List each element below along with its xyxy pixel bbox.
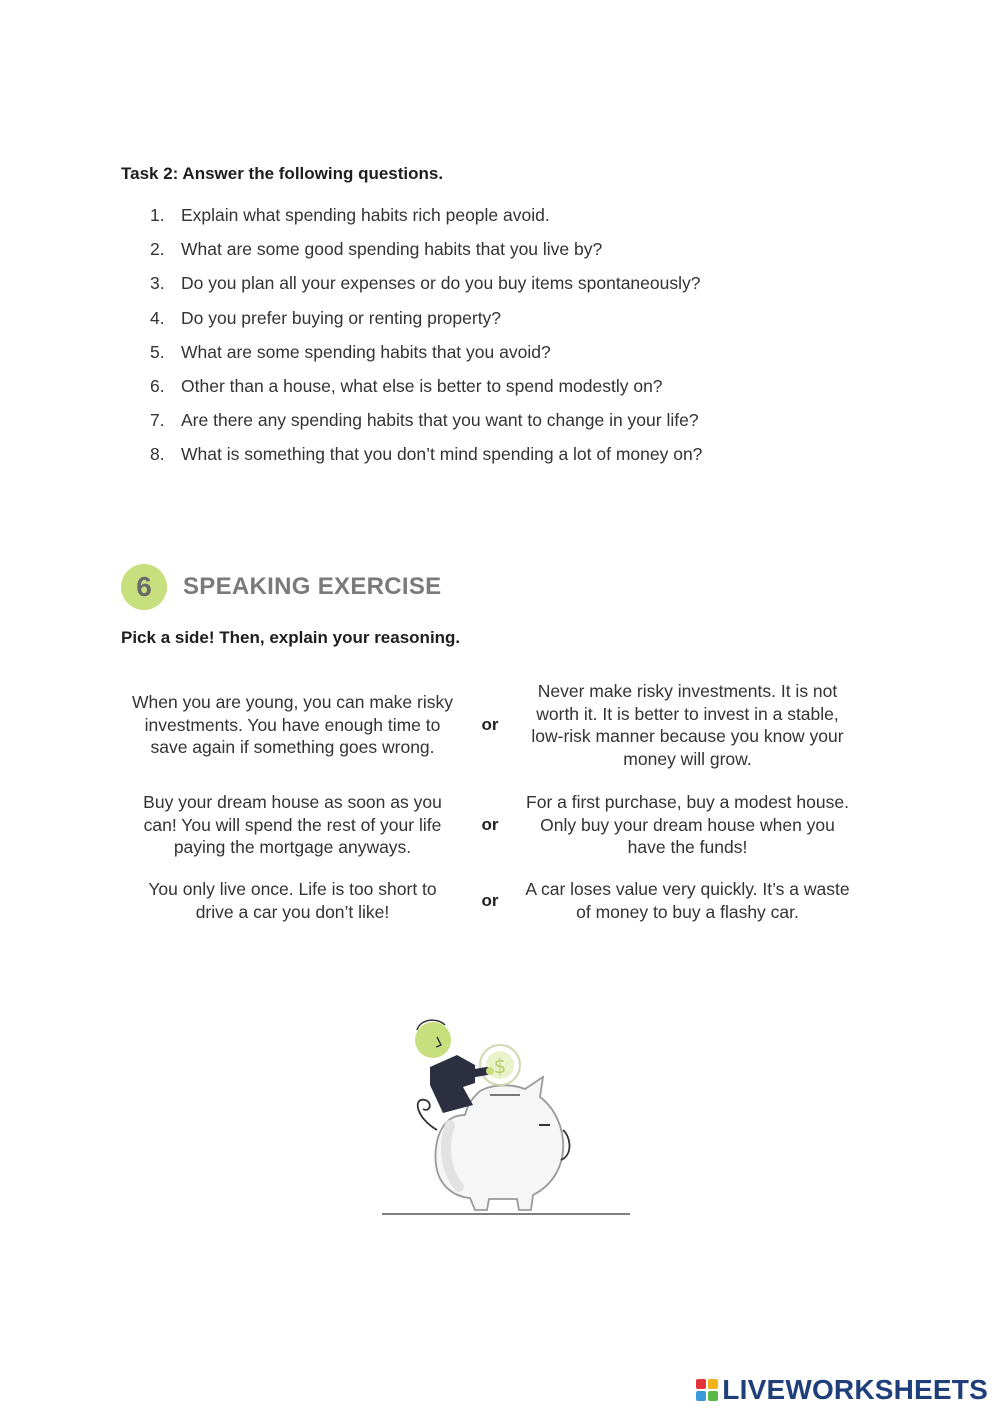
question-text: Other than a house, what else is better to spend modestly on?	[181, 375, 663, 396]
pair-left-option: When you are young, you can make risky investments. You have enough time to save again if something goes wrong.	[132, 692, 453, 758]
pair-right-option: A car loses value very quickly. It’s a waste of money to buy a flashy car.	[525, 879, 850, 922]
question-item	[150, 410, 702, 444]
section-instruction: Pick a side! Then, explain your reasoning.	[121, 628, 461, 647]
question-number: 8.	[150, 444, 165, 465]
question-text: Do you prefer buying or renting property?	[181, 307, 502, 328]
debate-pair	[130, 791, 875, 859]
piggy-tail	[418, 1100, 437, 1130]
question-text: Are there any spending habits that you want to change in your life?	[181, 410, 699, 431]
debate-pair	[130, 878, 875, 923]
debate-pair	[130, 680, 875, 770]
person-head	[415, 1022, 451, 1058]
question-number: 5.	[150, 341, 165, 362]
question-number: 2.	[150, 239, 165, 260]
pair-or-label: or	[481, 890, 499, 910]
pair-left-option: Buy your dream house as soon as you can! You will spend the rest of your life paying the mortgage anyways.	[143, 792, 442, 858]
pair-or-label: or	[481, 814, 499, 834]
question-number: 7.	[150, 410, 165, 431]
question-text: What are some spending habits that you avoid?	[181, 341, 551, 362]
logo-text: LIVEWORKSHEETS	[722, 1374, 988, 1405]
question-list	[150, 205, 702, 479]
person-arm	[463, 1071, 487, 1075]
question-item	[150, 205, 702, 239]
section-number-badge: 6	[121, 564, 167, 610]
question-item	[150, 376, 702, 410]
logo-grid-icon	[696, 1379, 718, 1401]
dollar-sign: $	[493, 1054, 507, 1078]
question-item	[150, 444, 702, 478]
question-item	[150, 239, 702, 273]
question-text: Explain what spending habits rich people avoid.	[181, 205, 550, 225]
question-number: 6.	[150, 375, 165, 396]
section-header	[121, 564, 442, 610]
person-hand	[486, 1067, 494, 1075]
question-item	[150, 273, 702, 307]
pair-right-option: Never make risky investments. It is not worth it. It is better to invest in a stable, low-risk manner because you know your money will grow.	[531, 681, 844, 769]
question-item	[150, 342, 702, 376]
question-number: 4.	[150, 307, 165, 328]
section-title: SPEAKING EXERCISE	[183, 573, 442, 600]
question-number: 3.	[150, 273, 165, 294]
question-text: Do you plan all your expenses or do you buy items spontaneously?	[181, 273, 701, 294]
question-item	[150, 308, 702, 342]
question-text: What are some good spending habits that you live by?	[181, 239, 603, 260]
person-body	[430, 1055, 475, 1113]
task-title: Task 2: Answer the following questions.	[121, 164, 444, 183]
pair-right-option: For a first purchase, buy a modest house. Only buy your dream house when you have the funds!	[526, 792, 849, 858]
question-number: 1.	[150, 205, 165, 225]
pair-or-label: or	[481, 715, 499, 735]
piggy-bank-illustration	[375, 1005, 640, 1225]
pair-left-option: You only live once. Life is too short to drive a car you don’t like!	[148, 879, 437, 922]
liveworksheets-logo	[696, 1374, 988, 1406]
question-text: What is something that you don’t mind spending a lot of money on?	[181, 444, 703, 465]
